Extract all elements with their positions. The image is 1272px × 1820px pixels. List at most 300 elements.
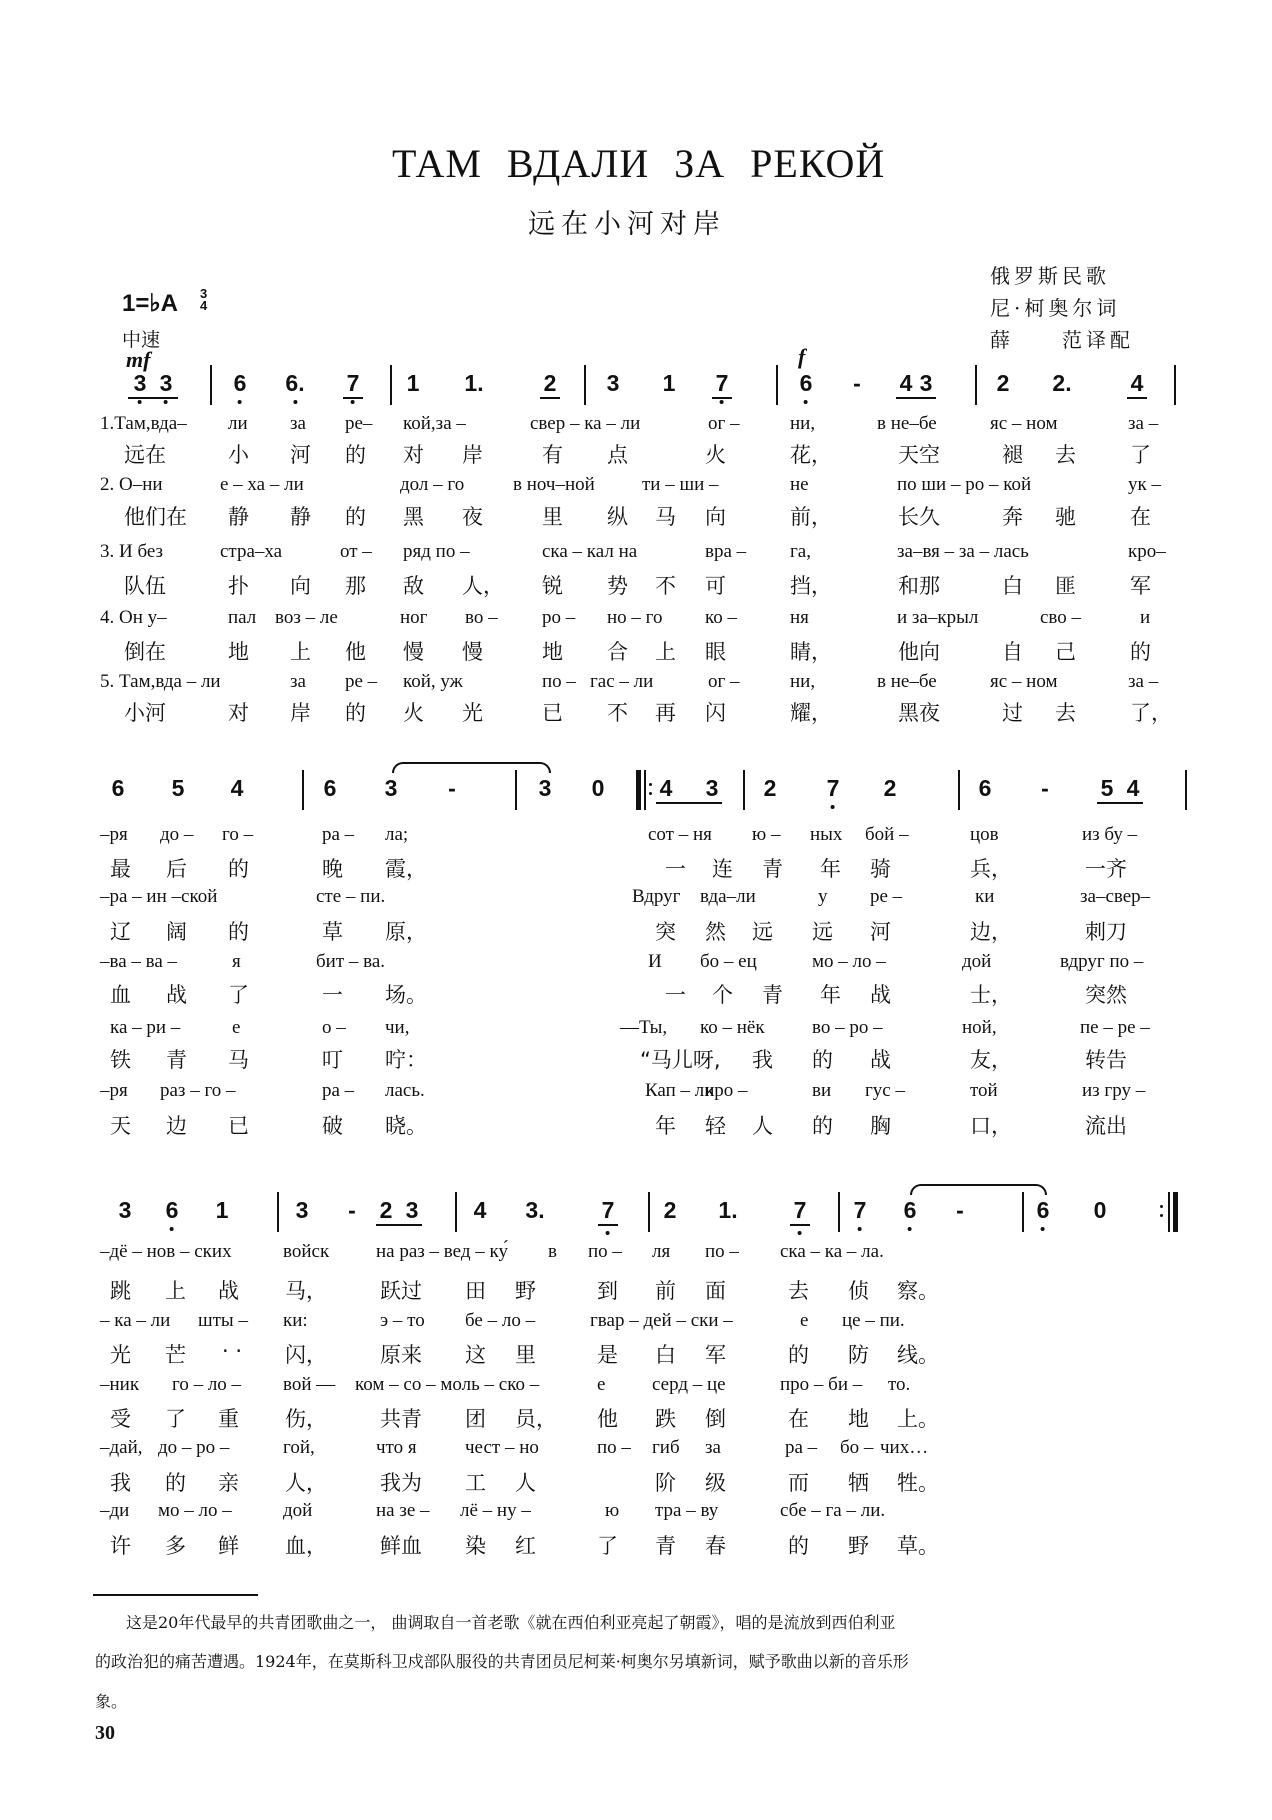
lyric-chinese: 一 [665,983,686,1007]
lyric-chinese: 咛： [385,1048,427,1072]
lyric-russian: сот – ня [648,824,712,845]
lyric-chinese: 岸 [290,701,311,725]
lyric-russian: Кап – ли [645,1080,715,1101]
lyric-chinese: 白 [655,1343,676,1367]
repeat-end-thick-bar [1173,1192,1178,1232]
lyric-chinese: 跌 [655,1407,676,1431]
lyric-russian: сте – пи. [316,886,386,907]
lyric-chinese: 战 [870,1048,891,1072]
lyric-chinese: 这 [465,1343,486,1367]
lyric-chinese: 的 [788,1343,809,1367]
lyric-chinese: 霞， [385,857,427,881]
lyric-chinese: 的 [345,505,366,529]
note: 3 [538,775,552,801]
lyric-chinese: 牺 [848,1471,869,1495]
lyric-russian: мо – ло – [812,951,886,972]
lyric-chinese: 跃过 [380,1279,422,1303]
bar-line [455,1192,457,1232]
lyric-chinese: 轻 [705,1114,726,1138]
note: 7 [716,370,729,397]
note: 4 [1130,370,1144,396]
lyric-chinese: 在 [1130,505,1151,529]
lyric-chinese: 边， [970,920,1012,944]
lyric-chinese: 向 [290,574,311,598]
lyric-russian: вдруг по – [1060,951,1144,972]
lyric-russian: –ря [100,1080,128,1101]
lyric-russian: ти – ши – [642,474,719,495]
lyric-russian: вда–ли [700,886,756,907]
lyric-chinese: 阔 [166,920,187,944]
lyric-russian: чи, [385,1017,410,1038]
note: 6 [904,1197,917,1224]
beam-underline [128,397,178,399]
lyric-chinese: 叮 [322,1048,343,1072]
lyric-chinese: 的 [812,1048,833,1072]
lyric-chinese: 多 [165,1534,186,1558]
tempo-marking: 中速 [122,329,161,351]
lyric-chinese: 己 [1055,640,1076,664]
lyric-chinese: 上。 [897,1407,939,1431]
lyric-russian: –ва – ва – [100,951,178,972]
lyric-russian: го – ло – [172,1374,242,1395]
lyric-chinese: 队伍 [124,574,166,598]
lyric-chinese: 的 [345,443,366,467]
lyric-chinese: 势 [607,574,628,598]
lyric-chinese: 不 [607,701,628,725]
lyric-russian: из гру – [1082,1080,1146,1101]
lyric-russian: что я [376,1437,417,1458]
lyric-chinese: 战 [218,1279,239,1303]
lyric-chinese: 后 [166,857,187,881]
lyric-russian: яс – ном [990,413,1058,434]
lyric-russian: той [970,1080,998,1101]
lyric-chinese: 年 [655,1114,676,1138]
lyric-russian: ног [400,607,428,628]
lyric-chinese: 破 [322,1114,343,1138]
beam-underline [790,1224,810,1226]
octave-dot-below [170,1227,174,1231]
lyric-russian: ра – [322,1080,355,1101]
octave-dot-below [351,400,355,404]
note: 3 [160,370,173,397]
bar-line [975,365,977,405]
lyric-russian: ю [605,1500,620,1521]
lyric-chinese: 受 [110,1407,131,1431]
lyric-chinese: 火 [705,443,726,467]
repeat-end-thin-bar [1168,1192,1170,1232]
lyric-russian: –дай, [100,1437,143,1458]
lyric-chinese: 草 [322,920,343,944]
lyric-chinese: 河 [290,443,311,467]
lyric-chinese: 一齐 [1085,857,1127,881]
note: 4 [473,1197,487,1223]
lyric-chinese: 芒 [165,1343,186,1367]
octave-dot-below [804,400,808,404]
lyric-chinese: 小河 [124,701,166,725]
lyric-russian: чест – но [465,1437,539,1458]
note: 7 [794,1197,807,1224]
lyric-chinese: 团 [465,1407,486,1431]
lyric-russian: в не–бе [877,671,937,692]
lyric-chinese: 的 [228,920,249,944]
lyric-chinese: 闪， [285,1343,327,1367]
lyric-chinese: 向 [705,505,726,529]
lyric-russian: по – [588,1241,622,1262]
lyric-chinese: 青 [762,983,783,1007]
lyric-russian: на зе – [376,1500,430,1521]
lyric-chinese: 奔 [1002,505,1023,529]
lyric-chinese: 地 [848,1407,869,1431]
lyric-chinese: 辽 [110,920,131,944]
lyric-chinese: 马， [285,1279,327,1303]
lyric-russian: ла; [385,824,409,845]
lyric-russian: лё – ну – [460,1500,531,1521]
lyric-chinese: 他 [597,1407,618,1431]
lyric-russian: е [597,1374,606,1395]
lyric-russian: гас – ли [590,671,654,692]
beam-underline [656,802,722,804]
lyric-chinese: 牲。 [897,1471,939,1495]
lyric-russian: свер – ка – ли [530,413,641,434]
lyric-chinese: 血， [285,1534,327,1558]
lyric-chinese: 军 [1130,574,1151,598]
lyric-russian: бо – ец [700,951,757,972]
dynamic-f: f [798,344,806,369]
lyric-russian: бо – [840,1437,874,1458]
lyric-chinese: 一 [322,983,343,1007]
lyric-chinese: 最 [110,857,131,881]
lyric-russian: ли [228,413,248,434]
lyric-russian: це – пи. [842,1310,905,1331]
lyric-chinese: 的 [228,857,249,881]
lyric-chinese: 已 [228,1114,249,1138]
note: - [956,1197,964,1223]
note: 6 [111,775,125,801]
lyric-russian: по – [542,671,576,692]
lyric-chinese: 原来 [380,1343,422,1367]
lyric-chinese: 战 [166,983,187,1007]
note: 1. [464,370,484,396]
lyric-russian: –дё – нов – ских [100,1241,232,1262]
repeat-dot [649,783,652,786]
note: 6 [234,370,247,397]
lyric-russian: серд – це [652,1374,726,1395]
lyric-chinese: 他 [345,640,366,664]
lyric-russian: гвар – дей – ски – [590,1310,733,1331]
lyric-chinese: 士， [970,983,1012,1007]
lyric-russian: раз – го – [160,1080,236,1101]
bar-line [302,770,304,810]
note: 1 [406,370,420,396]
lyric-russian: и за–крыл [897,607,979,628]
page-number: 30 [95,1722,115,1744]
note: - [348,1197,356,1223]
lyric-chinese: 过 [1002,701,1023,725]
lyric-russian: и [1140,607,1151,628]
lyric-chinese: 我 [110,1471,131,1495]
lyric-russian: за [290,671,306,692]
lyric-russian: дой [283,1500,313,1521]
lyric-russian: ряд по – [403,541,470,562]
lyric-chinese: 小 [228,443,249,467]
lyric-russian: яс – ном [990,671,1058,692]
octave-dot-below [238,400,242,404]
time-signature-top: 3 [200,286,208,301]
tie-slur [392,762,551,773]
lyric-russian: ре – [870,886,903,907]
lyric-chinese: 黑夜 [898,701,940,725]
lyric-chinese: 染 [465,1534,486,1558]
lyric-chinese: 白 [1002,574,1023,598]
lyric-russian: не [790,474,809,495]
lyric-chinese: 眼 [705,640,726,664]
lyric-chinese: 倒 [705,1407,726,1431]
lyric-chinese: 晓。 [385,1114,427,1138]
lyric-chinese: 对 [403,443,424,467]
lyric-russian: ных [810,824,843,845]
lyric-chinese: 的 [1130,640,1151,664]
lyric-chinese: 耀， [790,701,832,725]
lyric-chinese: 里 [542,505,563,529]
lyric-russian: Вдруг [632,886,681,907]
lyric-chinese: 红 [515,1534,536,1558]
lyric-russian: во – ро – [812,1017,883,1038]
note: 3 [405,1197,419,1223]
lyric-chinese: 有 [542,443,563,467]
lyric-russian: то. [888,1374,911,1395]
lyric-chinese: 线。 [897,1343,939,1367]
note: 2 [763,775,777,801]
lyric-chinese: 个 [712,983,733,1007]
lyric-russian: го – [222,824,254,845]
lyric-chinese: 黑 [403,505,424,529]
lyric-russian: ки [975,886,995,907]
note: - [448,775,456,801]
lyric-russian: э – то [380,1310,425,1331]
note: 7 [854,1197,867,1224]
lyric-russian: по – [705,1241,739,1262]
octave-dot-below [164,400,168,404]
lyric-chinese: 远 [812,920,833,944]
lyric-chinese: 去 [1055,443,1076,467]
lyric-chinese: 胸 [870,1114,891,1138]
lyric-chinese: 是 [597,1343,618,1367]
beam-underline [1097,802,1143,804]
lyric-chinese: 察。 [897,1279,939,1303]
lyric-russian: е – ха – ли [220,474,304,495]
lyric-chinese: 远在 [124,443,166,467]
lyric-russian: за – [1128,671,1159,692]
lyric-chinese: 员， [515,1407,557,1431]
lyric-russian: гиб [652,1437,680,1458]
lyric-chinese: 马 [228,1048,249,1072]
lyric-russian: ной, [962,1017,997,1038]
lyric-chinese: 再 [655,701,676,725]
lyric-chinese: 的 [165,1471,186,1495]
lyric-chinese: 地 [542,640,563,664]
lyric-russian: за [705,1437,721,1458]
lyric-chinese: 原， [385,920,427,944]
note: 3 [118,1197,132,1223]
lyric-russian: ра – [322,824,355,845]
lyric-chinese: 光 [462,701,483,725]
note: 2 [543,370,557,396]
lyric-chinese: 草。 [897,1534,939,1558]
lyric-chinese: 地 [228,640,249,664]
lyric-chinese: 晚 [322,857,343,881]
lyric-russian: ко – нёк [700,1017,765,1038]
lyric-chinese: 上 [165,1279,186,1303]
lyric-chinese: 前， [790,505,832,529]
lyric-russian: га, [790,541,811,562]
lyric-russian: ни, [790,413,816,434]
lyric-chinese: 倒在 [124,640,166,664]
lyric-chinese: 年 [820,857,841,881]
octave-dot-below [606,1231,610,1235]
lyric-chinese: 重 [218,1407,239,1431]
bar-line [958,770,960,810]
bar-line [648,1192,650,1232]
lyric-russian: пе – ре – [1080,1017,1150,1038]
beam-underline [896,397,936,399]
note: 0 [591,775,605,801]
note: 2. [1052,370,1072,396]
dynamic-mf: mf [126,347,151,372]
lyric-chinese: 闪 [705,701,726,725]
lyric-russian: за – [1128,413,1159,434]
credit-translator: 薛 范译配 [990,328,1134,352]
lyric-chinese: 里 [515,1343,536,1367]
note: 1 [662,370,676,396]
lyric-chinese: 青 [655,1534,676,1558]
lyric-russian: ка – ри – [110,1017,181,1038]
lyric-russian: е [800,1310,809,1331]
footnote-line-1: 这是20年代最早的共青团歌曲之一， 曲调取自一首老歌《就在西伯利亚亮起了朝霞》，唱的是流放到西伯利亚 [126,1613,896,1632]
bar-line [838,1192,840,1232]
lyric-russian: за–свер– [1080,886,1151,907]
lyric-russian: мо – ло – [158,1500,232,1521]
time-signature-bottom: 4 [200,298,208,313]
lyric-chinese: 不 [655,574,676,598]
bar-line [776,365,778,405]
note: 7 [602,1197,615,1224]
lyric-chinese: 我为 [380,1471,422,1495]
lyric-chinese: 他们在 [124,505,187,529]
lyric-chinese: 到 [597,1279,618,1303]
lyric-russian: стра–ха [220,541,283,562]
lyric-chinese: 长久 [898,505,940,529]
lyric-russian: И [648,951,662,972]
lyric-chinese: 人 [752,1114,773,1138]
bar-line [1185,770,1187,810]
note: 4 [230,775,244,801]
note: 3 [606,370,620,396]
note: 7 [347,370,360,397]
lyric-russian: гус – [865,1080,905,1101]
lyric-chinese: 人 [515,1471,536,1495]
lyric-russian: ска – ка – ла. [780,1241,884,1262]
lyric-chinese: 去 [1055,701,1076,725]
note: 3 [295,1197,309,1223]
lyric-russian: лась. [385,1080,425,1101]
lyric-russian: до – [160,824,194,845]
lyric-russian: по – [597,1437,631,1458]
lyric-chinese: 鲜血 [380,1534,422,1558]
note: 2 [996,370,1010,396]
note: 5 [1100,775,1114,801]
lyric-russian: о – [322,1017,346,1038]
lyric-chinese: 级 [705,1471,726,1495]
lyric-russian: –ди [100,1500,130,1521]
lyric-chinese: 侦 [848,1279,869,1303]
note: 3 [134,370,147,397]
lyric-chinese: 慢 [462,640,483,664]
beam-underline [376,1224,422,1226]
lyric-chinese: 河 [870,920,891,944]
beam-underline [343,397,363,399]
lyric-russian: за–вя – за – лась [897,541,1029,562]
lyric-chinese: 天 [110,1114,131,1138]
lyric-chinese: 友， [970,1048,1012,1072]
lyric-chinese: 防 [848,1343,869,1367]
lyric-chinese: 场。 [385,983,427,1007]
lyric-russian: ви [812,1080,832,1101]
octave-dot-below [293,400,297,404]
lyric-russian: –ра – ин –ской [100,886,218,907]
lyric-russian: у [818,886,828,907]
tie-slur [910,1184,1047,1195]
lyric-chinese: 马 [655,505,676,529]
lyric-russian: войск [283,1241,330,1262]
lyric-russian: от – [340,541,372,562]
repeat-dot [1160,1214,1163,1217]
octave-dot-below [720,400,724,404]
lyric-russian: ог – [708,413,740,434]
bar-line [584,365,586,405]
note: 6 [978,775,992,801]
lyric-russian: – ка – ли [100,1310,171,1331]
lyric-russian: ре– [345,413,373,434]
lyric-chinese: 夜 [462,505,483,529]
lyric-russian: ска – кал на [542,541,638,562]
beam-underline [598,1224,618,1226]
note: 4 [899,370,913,396]
lyric-chinese: 静 [290,505,311,529]
lyric-russian: в ноч–ной [513,474,595,495]
octave-dot-below [858,1227,862,1231]
lyric-chinese: 突然 [1085,983,1127,1007]
note: 6 [166,1197,179,1224]
note: 3 [705,775,719,801]
lyric-chinese: 火 [403,701,424,725]
bar-line [515,770,517,810]
note: 2 [663,1197,677,1223]
lyric-chinese: 跳 [110,1279,131,1303]
repeat-dot [649,792,652,795]
repeat-start-thin-bar [644,770,646,810]
lyric-chinese: 可 [705,574,726,598]
lyric-russian: 1.Там,вда– [100,413,187,434]
lyric-chinese: 骑 [870,857,891,881]
lyric-russian: бой – [865,824,909,845]
repeat-start-thick-bar [636,770,641,810]
credit-lyricist: 尼·柯奥尔词 [990,296,1121,320]
lyric-chinese: 褪 [1002,443,1023,467]
note: 6 [800,370,813,397]
note: 7 [827,775,840,802]
lyric-russian: цов [970,824,999,845]
key-signature: 1=♭A [122,290,179,317]
